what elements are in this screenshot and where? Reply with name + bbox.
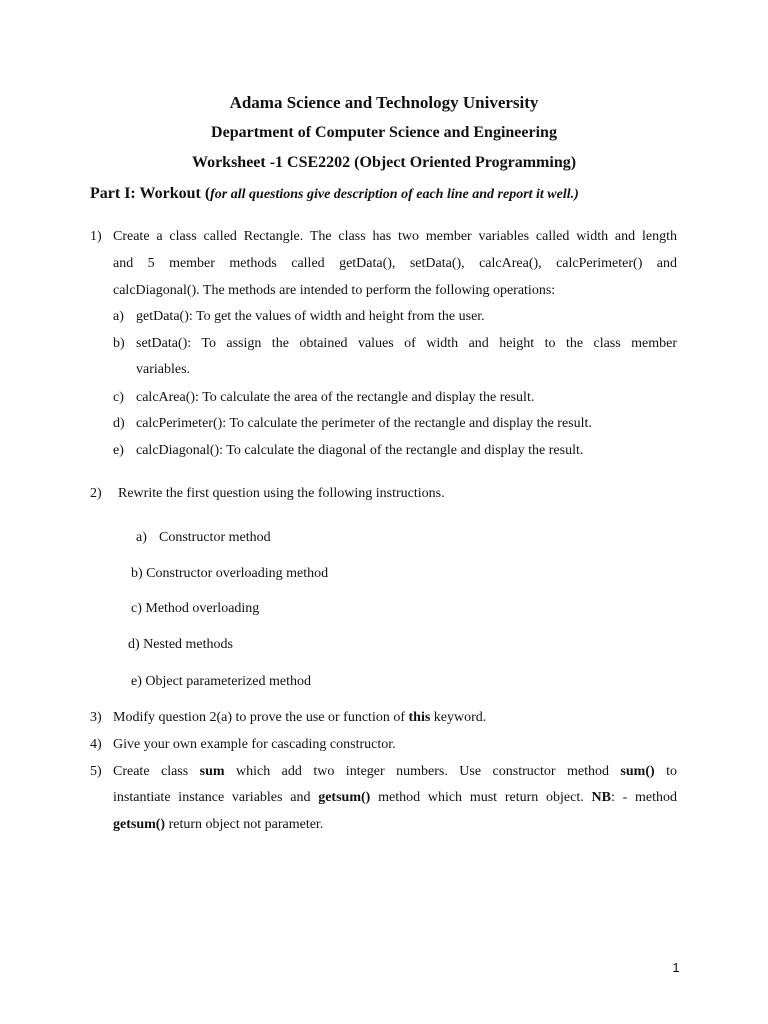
question-number: 3): [90, 710, 102, 725]
department-title: Department of Computer Science and Engineering: [211, 124, 557, 141]
question-number: 5): [90, 764, 102, 779]
part-heading: [90, 185, 579, 203]
method-name-sum: sum(): [620, 764, 655, 779]
sub-item-text: c) Method overloading: [131, 601, 260, 616]
question-text-line: and 5 member methods called getData(), setData(), calcArea(), calcPerimeter() and: [113, 256, 677, 271]
question-text-line: Rewrite the first question using the following instructions.: [118, 486, 445, 501]
sub-item-text: b) Constructor overloading method: [131, 566, 329, 581]
sub-item-label: c): [113, 390, 124, 405]
sub-item-text: calcPerimeter(): To calculate the perimeter of the rectangle and display the result.: [136, 416, 592, 431]
text-run: keyword.: [430, 710, 487, 725]
question-text-line: Give your own example for cascading constructor.: [113, 737, 396, 752]
sub-item-text: getData(): To get the values of width and height from the user.: [136, 309, 485, 324]
page-number: 1: [672, 960, 680, 975]
question-text-line: [113, 816, 323, 833]
sub-item-label: b): [113, 336, 125, 351]
sub-item-label: a): [136, 530, 147, 545]
sub-item-label: d): [113, 416, 125, 431]
sub-item-text: Constructor method: [159, 530, 271, 545]
question-text-line: [113, 709, 486, 726]
worksheet-title: Worksheet -1 CSE2202 (Object Oriented Programming): [191, 154, 577, 171]
part-instruction: for all questions give description of each line and report it well.): [210, 187, 579, 202]
sub-item-label: e): [113, 443, 124, 458]
text-run: : - method: [610, 790, 678, 805]
text-run: which add two integer numbers. Use constructor method: [224, 764, 621, 779]
part-label: Part I: Workout (: [90, 185, 211, 202]
text-run: Modify question 2(a) to prove the use or function of: [113, 710, 409, 725]
class-name-sum: sum: [199, 764, 225, 779]
method-name-getsum: getsum(): [318, 790, 371, 805]
sub-item-label: a): [113, 309, 124, 324]
text-run: instantiate instance variables and: [113, 790, 319, 805]
question-text-line: Create a class called Rectangle. The class has two member variables called width and length: [113, 229, 677, 244]
sub-item-text: calcArea(): To calculate the area of the rectangle and display the result.: [136, 390, 535, 405]
question-number: 2): [90, 486, 102, 501]
question-number: 4): [90, 737, 102, 752]
text-run: to: [654, 764, 678, 779]
sub-item-text: setData(): To assign the obtained values of width and height to the class member: [136, 336, 677, 351]
question-number: 1): [90, 229, 102, 244]
sub-item-text: calcDiagonal(): To calculate the diagonal of the rectangle and display the result.: [136, 443, 584, 458]
text-run: Create class: [113, 764, 200, 779]
question-text-line: [113, 789, 677, 806]
sub-item-text: d) Nested methods: [128, 637, 233, 652]
sub-item-text: e) Object parameterized method: [131, 674, 311, 689]
text-run: method which must return object.: [370, 790, 592, 805]
text-run: return object not parameter.: [165, 817, 324, 832]
sub-item-text: variables.: [136, 362, 191, 377]
nb-label: NB: [591, 790, 611, 805]
method-name-getsum: getsum(): [113, 817, 166, 832]
question-text-line: [113, 763, 677, 780]
keyword-this: this: [408, 710, 431, 725]
question-text-line: calcDiagonal(). The methods are intended to perform the following operations:: [113, 283, 556, 298]
university-title: Adama Science and Technology University: [229, 93, 539, 112]
